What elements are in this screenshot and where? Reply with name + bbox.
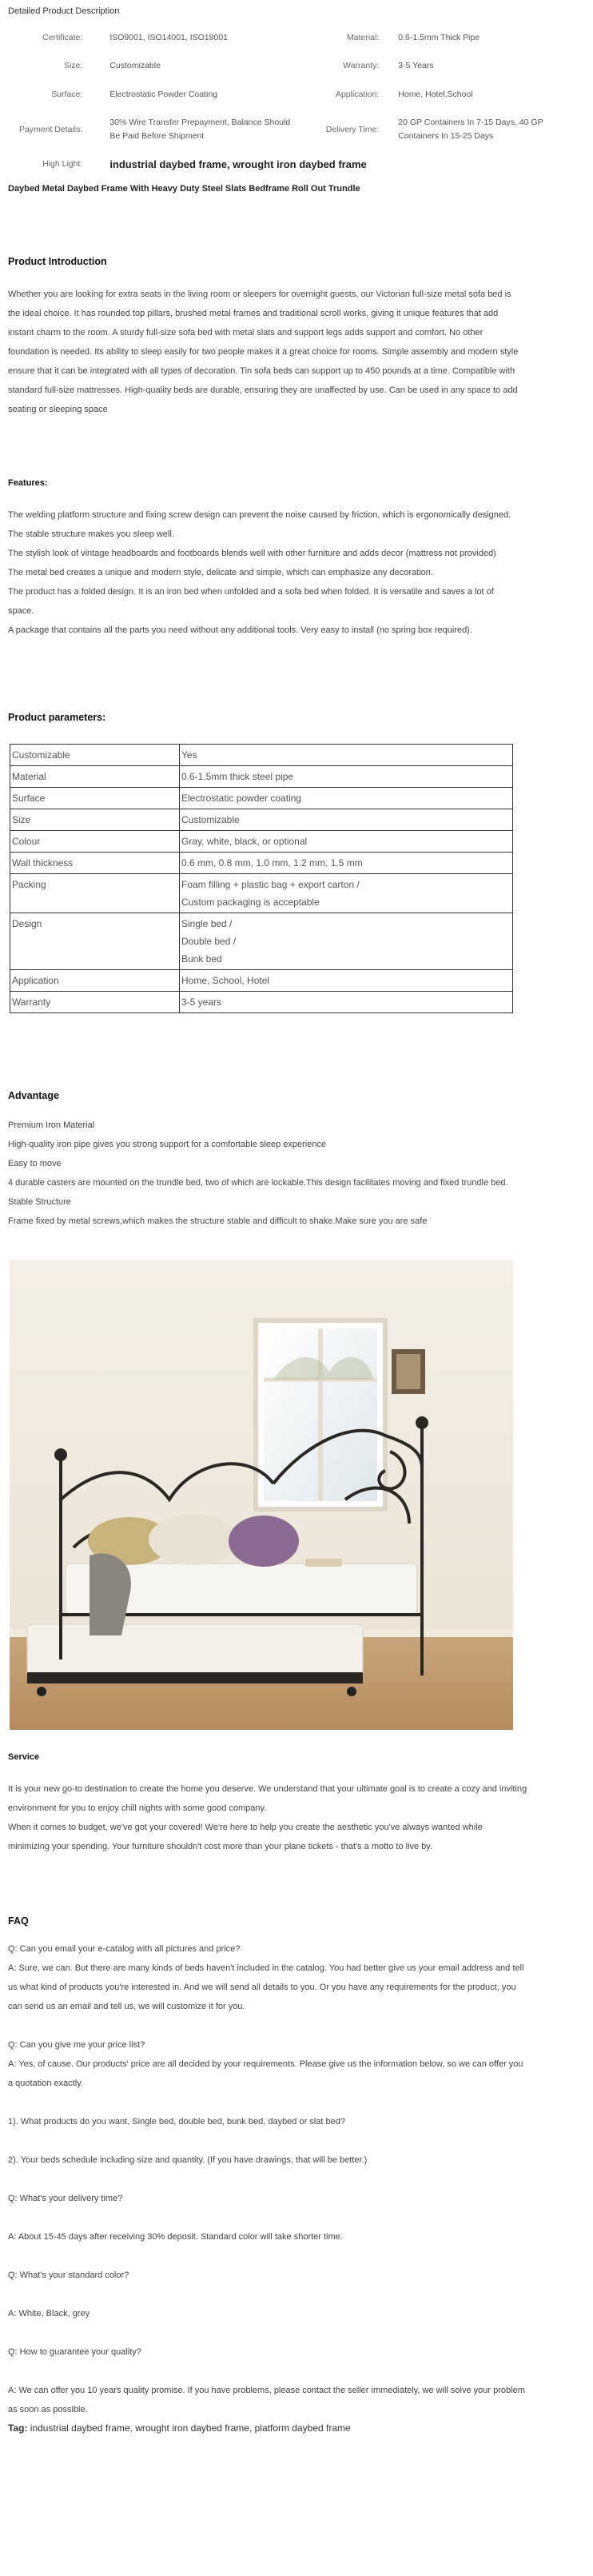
- param-value-line: 0.6 mm, 0.8 mm, 1.0 mm, 1.2 mm, 1.5 mm: [181, 857, 363, 869]
- faq-line: 2). Your beds schedule including size and quantity. (If you have drawings, that will be better.): [8, 2155, 368, 2165]
- param-value-line: Foam filling + plastic bag + export carton /: [181, 879, 360, 890]
- intro-line: ensure that it can be integrated with all types of decoration. Tin sofa beds can support up to 450 pounds at a time. Compatible with: [8, 366, 515, 376]
- faq-line: A: We can offer you 10 years quality promise. If you have problems, please contact the seller immediately, we will solve your problem: [8, 2386, 525, 2395]
- faq-line: [8, 2285, 585, 2304]
- param-value: [180, 788, 513, 809]
- product-photo: [10, 1260, 513, 1730]
- feature-line: The welding platform structure and fixing screw design can prevent the noise caused by friction, which is ergonomically designed.: [8, 510, 511, 520]
- intro-line: seating or sleeping space: [8, 405, 108, 414]
- spec-label: Certificate:: [42, 32, 83, 42]
- param-value: [180, 913, 513, 970]
- feature-line: space.: [8, 606, 34, 616]
- tag-link[interactable]: industrial daybed frame: [30, 2422, 130, 2434]
- faq-line: A: Sure, we can. But there are many kinds of beds haven't included in the catalog. You had better give us your email address and tell: [8, 1963, 524, 1973]
- faq-line: [8, 2170, 585, 2189]
- param-value-line: Double bed /: [181, 936, 237, 947]
- intro-section: [8, 256, 585, 419]
- advantage-line: 4 durable casters are mounted on the trundle bed, two of which are lockable.This design facilitates moving and fixed trundle bed.: [8, 1178, 508, 1188]
- param-key: Design: [10, 913, 180, 970]
- param-value: [180, 874, 513, 913]
- param-key: Packing: [10, 874, 180, 913]
- param-value-line: Electrostatic powder coating: [181, 793, 302, 804]
- feature-line: The stylish look of vintage headboards and footboards blends well with other furniture and adds decor (mattress not provided): [8, 549, 496, 558]
- table-row: [10, 853, 513, 874]
- param-value-line: Customizable: [181, 814, 240, 825]
- intro-line: foundation is needed. Its ability to sleep easily for two people makes it a great choice for rooms. Simple assembly and modern style: [8, 347, 519, 357]
- advantage-body: [8, 1116, 585, 1231]
- tag-label: Tag:: [8, 2422, 28, 2434]
- spec-label: Surface:: [51, 89, 83, 99]
- spec-value: 20 GP Containers In 7-15 Days, 40 GP Containers In 15-25 Days: [398, 118, 543, 141]
- faq-line: a quotation exactly.: [8, 2079, 83, 2088]
- spec-value: Customizable: [109, 60, 161, 70]
- faq-line: Q: Can you email your e-catalog with all pictures and price?: [8, 1944, 241, 1954]
- param-value: [180, 766, 513, 788]
- faq-line: can send us an email and tell us, we will customize it for you.: [8, 2002, 245, 2011]
- faq-line: [8, 2016, 585, 2035]
- spec-table: [8, 24, 585, 178]
- intro-line: the ideal choice. It has rounded top pillars, brushed metal frames and traditional scroll works, giving it unique features that add: [8, 309, 499, 318]
- detail-header: Detailed Product Description: [8, 6, 120, 16]
- service-line: minimizing your spending. Your furniture shouldn't cost more than your plane tickets - that's a motto to live by.: [8, 1842, 433, 1851]
- service-body: [8, 1779, 585, 1856]
- spec-label: Size:: [63, 60, 83, 70]
- intro-line: Whether you are looking for extra seats in the living room or sleepers for overnight guests, our Victorian full-size metal sofa bed is: [8, 290, 511, 299]
- highlight-row: [8, 150, 585, 178]
- spec-value: 3-5 Years: [398, 60, 434, 70]
- faq-line: [8, 2323, 585, 2342]
- advantage-line: High-quality iron pipe gives you strong support for a comfortable sleep experience: [8, 1140, 327, 1149]
- service-line: It is your new go-to destination to create the home you deserve. We understand that your ultimate goal is to create a cozy and inviting: [8, 1784, 527, 1794]
- highlight-value: industrial daybed frame, wrought iron daybed frame: [109, 158, 367, 170]
- faq-line: [8, 2362, 585, 2381]
- param-key: Material: [10, 766, 180, 788]
- spec-row: [8, 51, 585, 80]
- table-row: [10, 766, 513, 788]
- section-title: FAQ: [8, 1915, 29, 1927]
- spec-label: Payment Details:: [18, 124, 83, 134]
- daybed-photo-illustration: [10, 1260, 513, 1730]
- faq-line: A: Yes, of cause. Our products' price are all decided by your requirements. Please give us the information below, so we can offer you: [8, 2059, 523, 2069]
- faq-line: [8, 2131, 585, 2151]
- advantage-line: Stable Structure: [8, 1197, 71, 1207]
- advantage-line: Easy to move: [8, 1159, 62, 1168]
- table-row: [10, 809, 513, 831]
- feature-line: The metal bed creates a unique and modern style, delicate and simple, which can emphasize any decoration.: [8, 568, 433, 577]
- table-row: [10, 745, 513, 766]
- service-line: environment for you to enjoy chill nights with some good company.: [8, 1803, 267, 1813]
- table-row: [10, 992, 513, 1013]
- features-section: [8, 478, 585, 640]
- param-key: Customizable: [10, 745, 180, 766]
- table-row: [10, 913, 513, 970]
- advantage-line: Frame fixed by metal screws,which makes the structure stable and difficult to shake.Make sure you are safe: [8, 1216, 428, 1226]
- faq-line: 1). What products do you want, Single bed, double bed, bunk bed, daybed or slat bed?: [8, 2117, 345, 2127]
- faq-line: us what kind of products you're interested in. And we will send all details to you. Or you have any requirements for the product, you: [8, 1983, 516, 1992]
- param-value-line: Gray, white, black, or optional: [181, 836, 308, 847]
- spec-label: Warranty:: [343, 60, 380, 70]
- spec-label: Material:: [347, 32, 380, 42]
- table-row: [10, 874, 513, 913]
- faq-line: A: White, Black, grey: [8, 2309, 90, 2318]
- features-body: [8, 505, 585, 640]
- param-key: Size: [10, 809, 180, 831]
- param-value-line: Single bed /: [181, 918, 233, 929]
- service-line: When it comes to budget, we've got your covered! We're here to help you create the aesthetic you've always wanted while: [8, 1823, 483, 1832]
- param-value: [180, 992, 513, 1013]
- faq-line: Q: How to guarantee your quality?: [8, 2347, 141, 2357]
- spec-value: Electrostatic Powder Coating: [109, 89, 218, 99]
- param-value-line: 0.6-1.5mm thick steel pipe: [181, 771, 294, 782]
- spec-value: 0.6-1.5mm Thick Pipe: [398, 32, 480, 42]
- faq-line: [8, 2093, 585, 2112]
- faq-line: Q: What's your delivery time?: [8, 2194, 123, 2203]
- spec-value: 30% Wire Transfer Prepayment, Balance Should Be Paid Before Shipment: [109, 118, 291, 141]
- param-value: [180, 853, 513, 874]
- faq-line: as soon as possible.: [8, 2405, 88, 2414]
- param-value-line: Bunk bed: [181, 953, 222, 965]
- params-section: [8, 712, 585, 1013]
- faq-line: Q: Can you give me your price list?: [8, 2040, 145, 2050]
- section-title: Features:: [8, 478, 48, 488]
- table-row: [10, 970, 513, 992]
- service-section: [8, 1752, 585, 1856]
- advantage-line: Premium Iron Material: [8, 1120, 95, 1130]
- feature-line: The stable structure makes you sleep well.: [8, 529, 174, 539]
- param-key: Colour: [10, 831, 180, 853]
- faq-body: [8, 1939, 585, 2419]
- highlight-label: High Light:: [42, 158, 83, 169]
- spec-row: [8, 109, 585, 150]
- faq-line: Q: What's your standard color?: [8, 2270, 129, 2280]
- faq-line: [8, 2208, 585, 2227]
- param-value-line: Home, School, Hotel: [181, 975, 270, 986]
- param-key: Warranty: [10, 992, 180, 1013]
- intro-body: [8, 285, 585, 419]
- param-value: [180, 745, 513, 766]
- tag-link[interactable]: platform daybed frame: [254, 2422, 351, 2434]
- param-value: [180, 970, 513, 992]
- param-key: Application: [10, 970, 180, 992]
- table-row: [10, 788, 513, 809]
- param-value: [180, 809, 513, 831]
- tag-line: Tag: industrial daybed frame, wrought iron daybed frame, platform daybed frame: [8, 2422, 351, 2434]
- intro-line: standard full-size mattresses. High-quality beds are durable, ensuring they are unaffected by use. Can be used in any space to add: [8, 385, 518, 395]
- advantage-section: [8, 1090, 585, 1231]
- intro-line: instant charm to the room. A sturdy full-size sofa bed with metal slats and support legs adds support and comfort. No other: [8, 328, 484, 337]
- section-title: Advantage: [8, 1090, 59, 1101]
- spec-label: Delivery Time:: [325, 124, 380, 134]
- tag-link[interactable]: wrought iron daybed frame: [135, 2422, 249, 2434]
- param-key: Surface: [10, 788, 180, 809]
- faq-line: A: About 15-45 days after receiving 30% deposit. Standard color will take shorter time.: [8, 2232, 343, 2242]
- section-title: Service: [8, 1752, 40, 1762]
- param-value: [180, 831, 513, 853]
- section-title: Product Introduction: [8, 256, 107, 267]
- param-key: Wall thickness: [10, 853, 180, 874]
- product-subtitle: Daybed Metal Daybed Frame With Heavy Duty Steel Slats Bedframe Roll Out Trundle: [8, 184, 360, 194]
- spec-row: [8, 24, 585, 51]
- param-value-line: Custom packaging is acceptable: [181, 897, 320, 908]
- feature-line: A package that contains all the parts you need without any additional tools. Very easy to install (no spring box required).: [8, 625, 472, 635]
- params-table: [10, 744, 513, 1013]
- spec-value: ISO9001, ISO14001, ISO18001: [109, 32, 228, 42]
- table-row: [10, 831, 513, 853]
- spec-label: Application:: [335, 89, 380, 99]
- param-value-line: Yes: [181, 749, 197, 761]
- faq-section: [8, 1915, 585, 2419]
- param-value-line: 3-5 years: [181, 996, 222, 1008]
- spec-row: [8, 80, 585, 109]
- section-title: Product parameters:: [8, 712, 106, 723]
- faq-line: [8, 2247, 585, 2266]
- spec-value: Home, Hotel,School: [398, 89, 473, 99]
- feature-line: The product has a folded design. It is an iron bed when unfolded and a sofa bed when folded. It is versatile and saves a lot of: [8, 587, 494, 597]
